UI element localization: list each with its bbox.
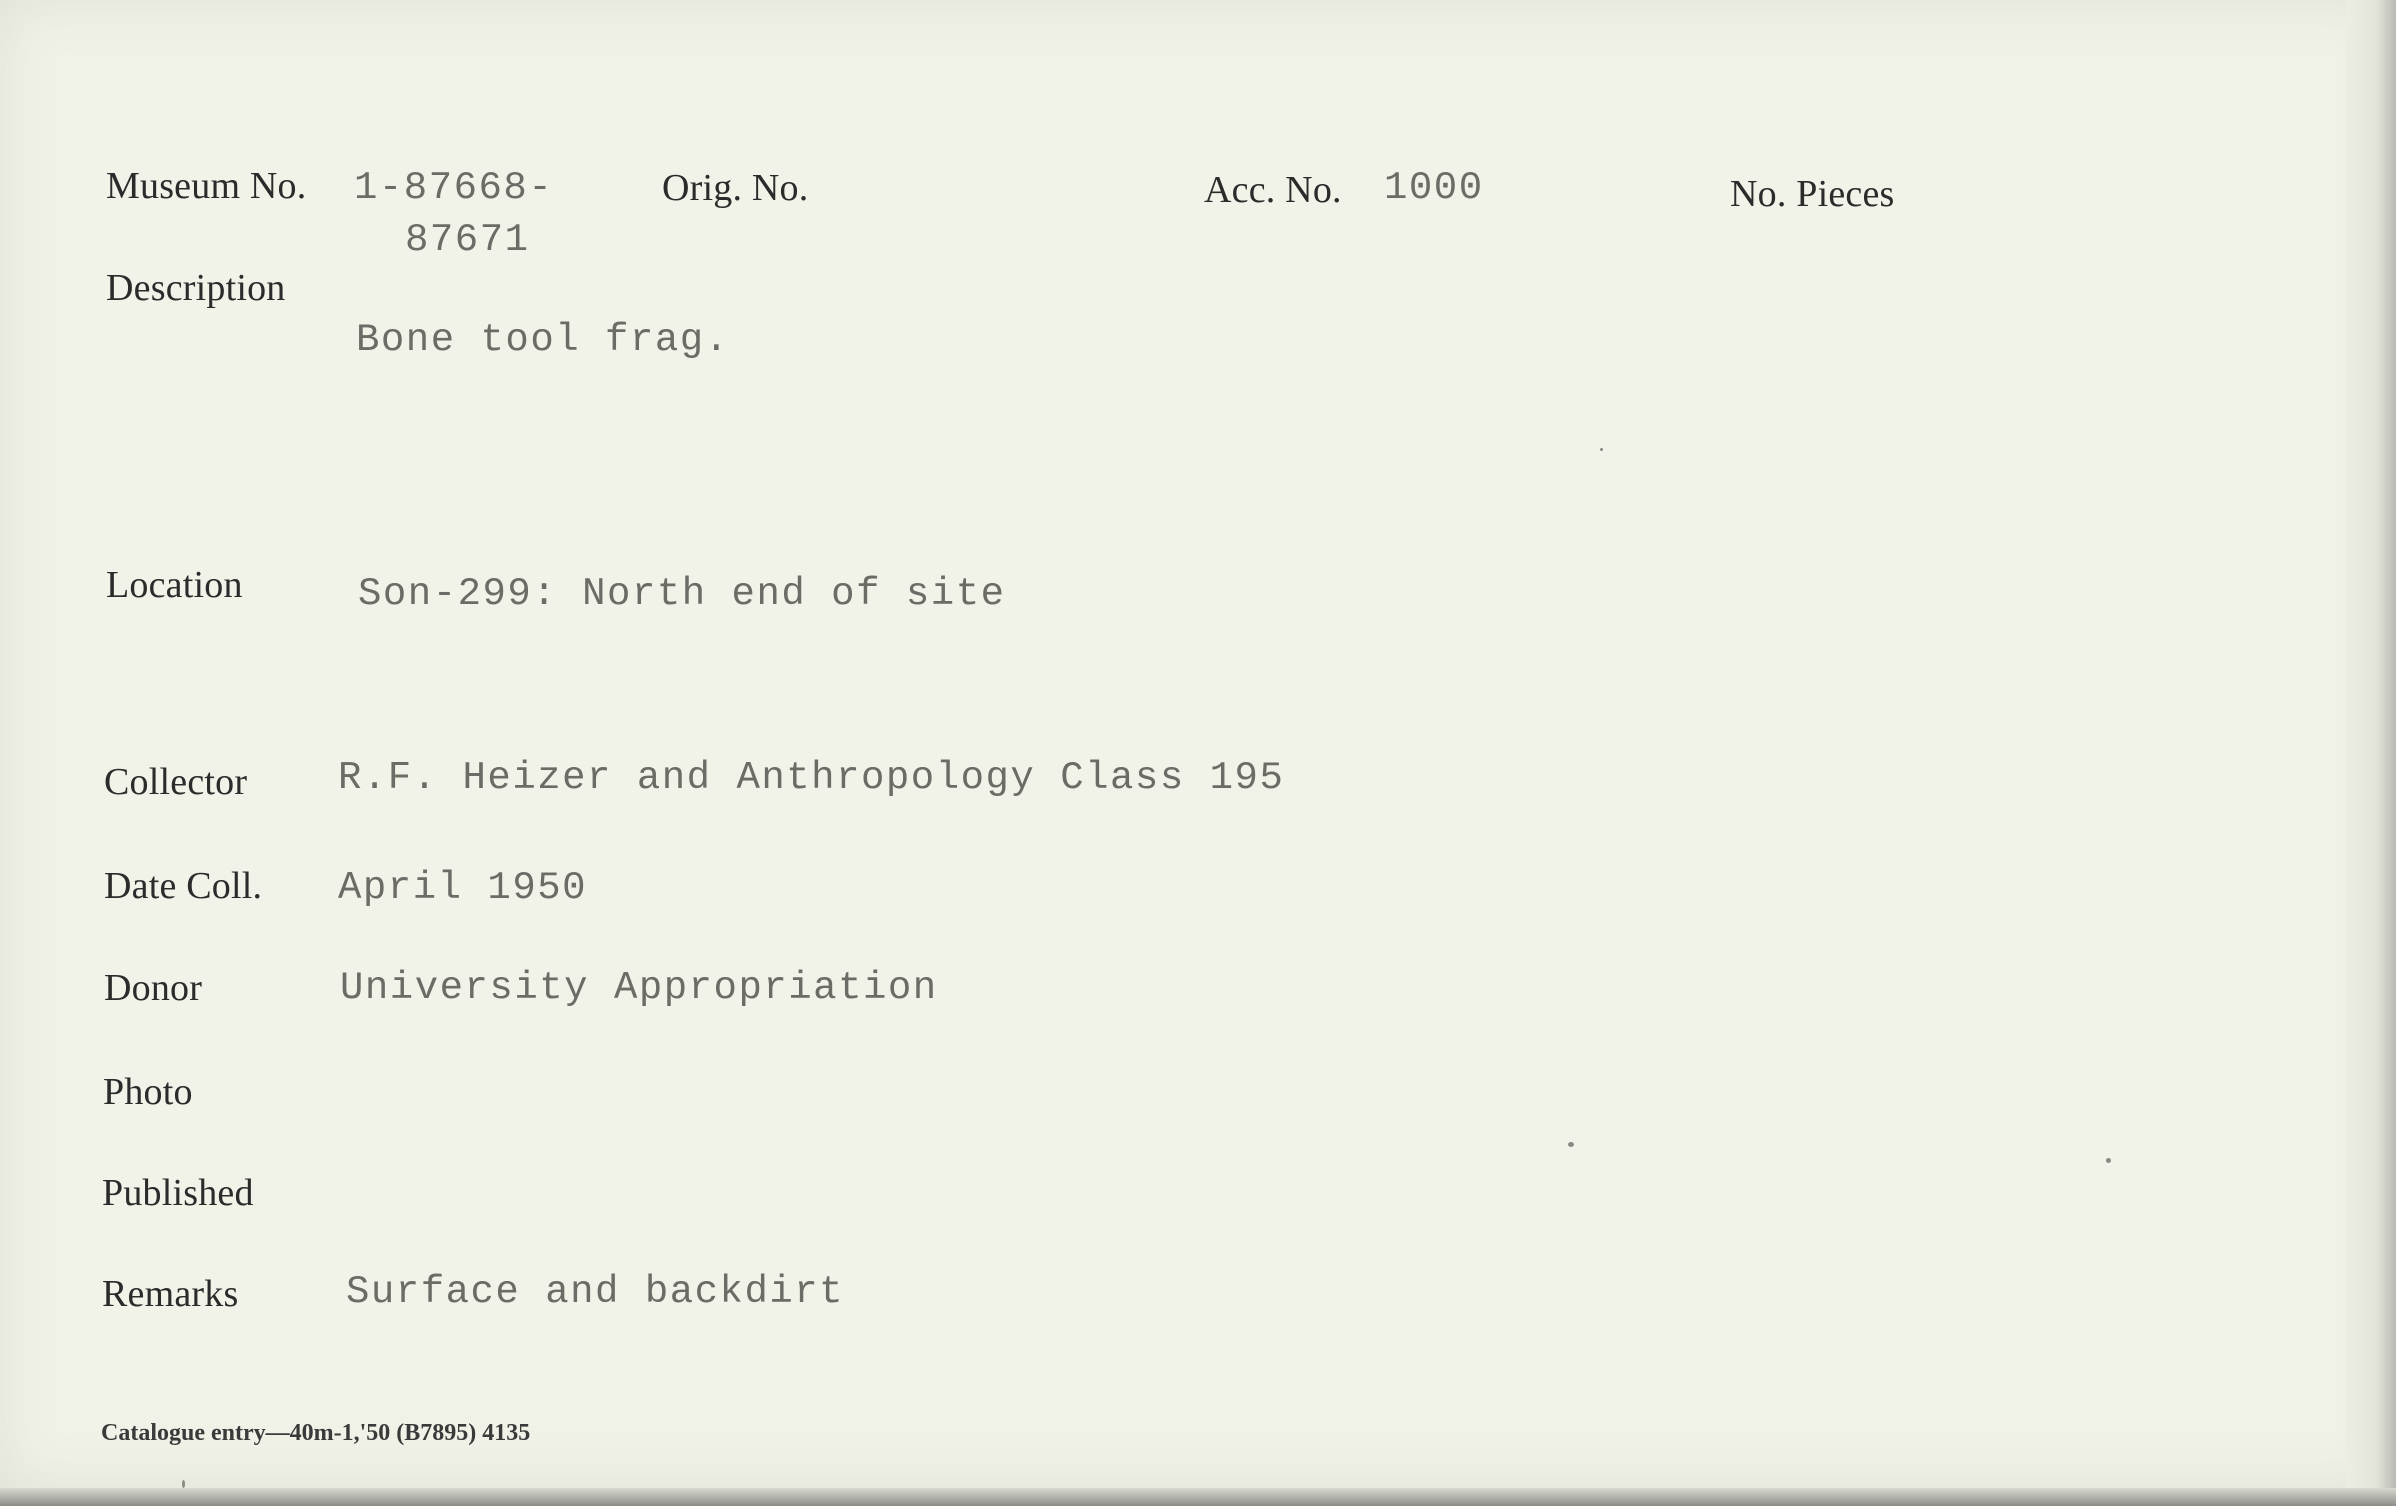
date-coll-value: April 1950 [338,866,588,910]
no-pieces-label: No. Pieces [1730,173,1895,215]
description-value: Bone tool frag. [356,318,730,362]
photo-label: Photo [103,1071,193,1113]
remarks-value: Surface and backdirt [346,1270,845,1314]
paper-speck [2106,1158,2111,1163]
paper-speck [182,1480,185,1488]
published-label: Published [102,1172,254,1214]
paper-speck [1600,448,1603,451]
museum-no-value-line2: 87671 [405,218,530,262]
collector-value: R.F. Heizer and Anthropology Class 195 [338,756,1285,800]
paper-speck [1568,1142,1574,1147]
donor-value: University Appropriation [340,966,938,1010]
museum-no-label: Museum No. [106,165,307,207]
location-label: Location [106,564,243,606]
remarks-label: Remarks [102,1273,239,1315]
location-value: Son-299: North end of site [358,572,1006,616]
catalogue-footer: Catalogue entry—40m-1,'50 (B7895) 4135 [101,1420,531,1446]
card-bottom-edge [0,1488,2396,1506]
orig-no-label: Orig. No. [662,167,809,209]
card-right-edge [2346,0,2396,1506]
collector-label: Collector [104,761,248,803]
acc-no-label: Acc. No. [1204,169,1342,211]
museum-no-value-line1: 1-87668- [354,166,554,210]
acc-no-value: 1000 [1384,166,1484,210]
description-label: Description [106,267,286,309]
donor-label: Donor [104,967,203,1009]
date-coll-label: Date Coll. [104,865,263,907]
